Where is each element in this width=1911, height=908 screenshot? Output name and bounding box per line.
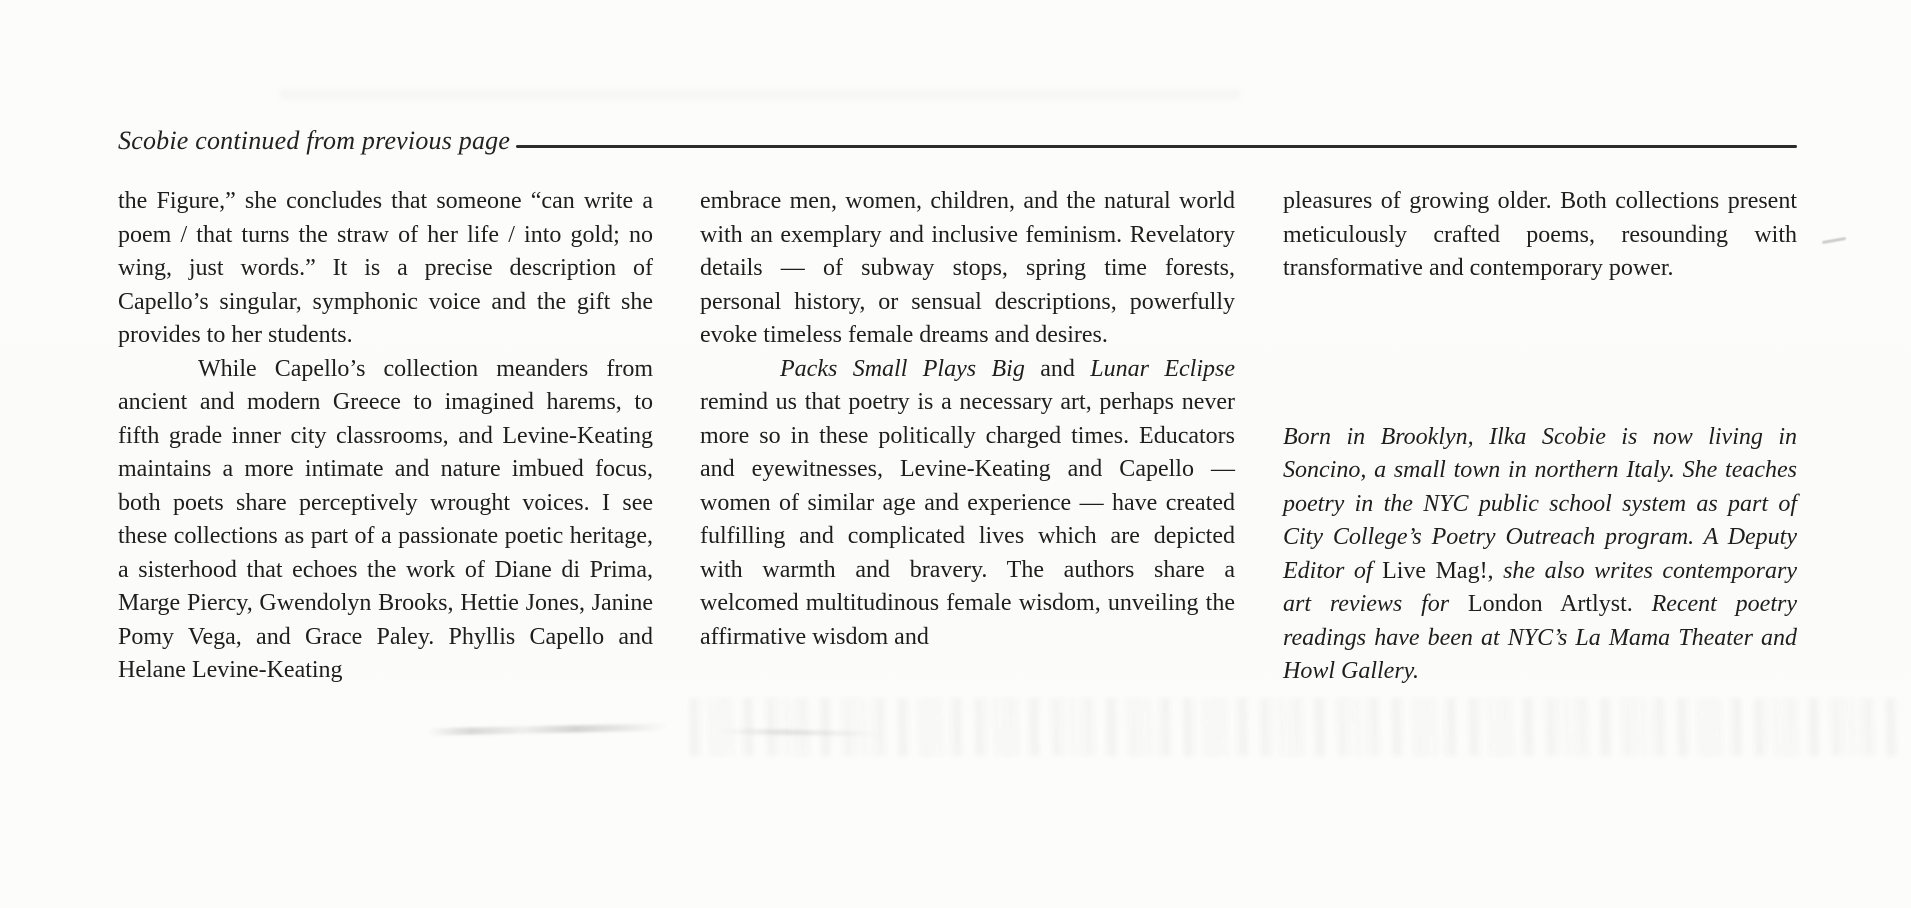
scan-artifact-right-mark [1822, 237, 1846, 244]
text-run: While Capello’s collection meanders from ancient and modern Greece to imagined harems, to fifth grade inner city classrooms, and Levine-Keating maintains a more intimate and nature imbued focus, both poets share perceptively wrought voices. I see these collections as part of a passionate poetic heritage, a sisterhood that echoes the work of Diane di Prima, Marge Piercy, Gwendolyn Brooks, Hettie Jones, Janine Pomy Vega, and Grace Paley. Phyllis Capello and Helane Levine-Keating [118, 355, 653, 683]
text-run: pleasures of growing older. Both collections present meticulously crafted poems, resounding with transformative and contemporary power. [1283, 188, 1797, 281]
text-run: Packs Small Plays Big [780, 355, 1025, 382]
text-run: Recent poetry readings have been at NYC’s La Mama Theater and Howl Gallery. [1283, 591, 1797, 684]
text-run: Live Mag!, [1382, 557, 1504, 584]
text-run: Born in Brooklyn, Ilka Scobie is now living in Soncino, a small town in northern Italy. She teaches poetry in the NYC public school system as part of City College’s Poetry Outreach program. A Deputy Editor of [1283, 423, 1797, 584]
text-run: remind us that poetry is a necessary art, perhaps never more so in these politically charged times. Educators and eyewitnesses, Levine-Keating and Capello — women of similar age and experience — have created fulfilling and complicated lives which are depicted with warmth and bravery. The authors share a welcomed multitudinous female wisdom, unveiling the affirmative wisdom and [700, 389, 1235, 650]
column-1 [118, 185, 653, 689]
body-paragraph [700, 185, 1235, 353]
author-bio-paragraph [1283, 421, 1797, 689]
scan-artifact-top-band [280, 90, 1240, 99]
text-run: embrace men, women, children, and the natural world with an exemplary and inclusive feminism. Revelatory details — of subway stops, spring time forests, personal history, or sensual descriptions, powerfully evoke timeless female dreams and desires. [700, 188, 1235, 348]
body-paragraph [118, 185, 653, 353]
text-run: she also writes contemporary art reviews for [1283, 557, 1797, 617]
body-paragraph [700, 353, 1235, 655]
text-run: and [1024, 355, 1091, 382]
article-columns [118, 185, 1797, 689]
body-paragraph [1283, 185, 1797, 286]
scan-artifact-pencil-smudge [428, 724, 666, 736]
body-paragraph [118, 353, 653, 688]
continuation-note: Scobie continued from previous page [118, 126, 511, 155]
continuation-header [118, 124, 1797, 158]
text-run: the Figure,” she concludes that someone “can write a poem / that turns the straw of her life / into gold; no wing, just words.” It is a precise description of Capello’s singular, symphonic voice and the gift she provides to her students. [118, 188, 653, 348]
column-2 [700, 185, 1235, 689]
header-rule [516, 145, 1797, 148]
column-3 [1283, 185, 1797, 689]
text-run: Lunar Eclipse [1090, 355, 1236, 382]
scan-artifact-bleedthrough [690, 698, 1900, 756]
text-run: London Artlyst. [1467, 591, 1652, 617]
